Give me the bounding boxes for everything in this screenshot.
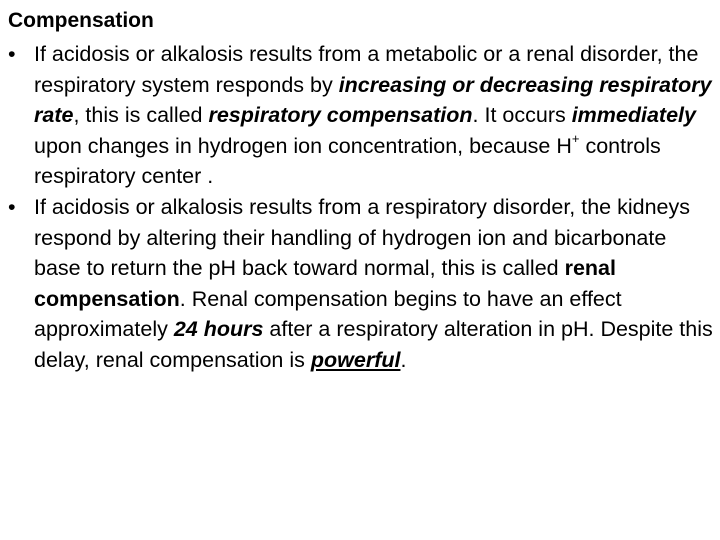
text: If acidosis or alkalosis results from a respiratory disorder, the kidneys respond by altering their handling of hydrogen ion and bicarbonate base to return the pH back toward normal, this is called — [34, 194, 691, 281]
text: . It occurs — [472, 103, 572, 128]
emphasis-powerful: powerful — [310, 347, 401, 372]
emphasis-rate-change: increasing or decreasing respiratory rate — [34, 72, 712, 128]
emphasis-24-hours: 24 hours — [173, 317, 264, 342]
emphasis-immediately: immediately — [571, 103, 696, 128]
text: upon changes in hydrogen ion concentration, because H — [34, 133, 572, 158]
bullet-item-renal-compensation — [8, 192, 714, 376]
bullet-icon: • — [8, 42, 16, 66]
bullet-list — [8, 39, 714, 376]
text: . — [400, 347, 407, 372]
text: after a respiratory alteration in pH. Despite this delay, renal compensation is — [34, 317, 713, 372]
text: If acidosis or alkalosis results from a metabolic or a renal disorder, the respiratory system responds by — [34, 42, 699, 97]
bullet-icon: • — [8, 194, 16, 219]
slide-title: Compensation — [8, 9, 154, 32]
bullet-item-respiratory-compensation — [8, 39, 714, 192]
term-renal-compensation: renal compensation — [34, 256, 616, 311]
superscript-plus: + — [571, 130, 580, 146]
text: . Renal compensation begins to have an effect approximately — [34, 286, 622, 342]
slide-content — [8, 6, 714, 376]
text: , this is called — [73, 103, 209, 128]
term-respiratory-compensation: respiratory compensation — [208, 103, 473, 128]
text: controls respiratory center . — [34, 133, 661, 189]
